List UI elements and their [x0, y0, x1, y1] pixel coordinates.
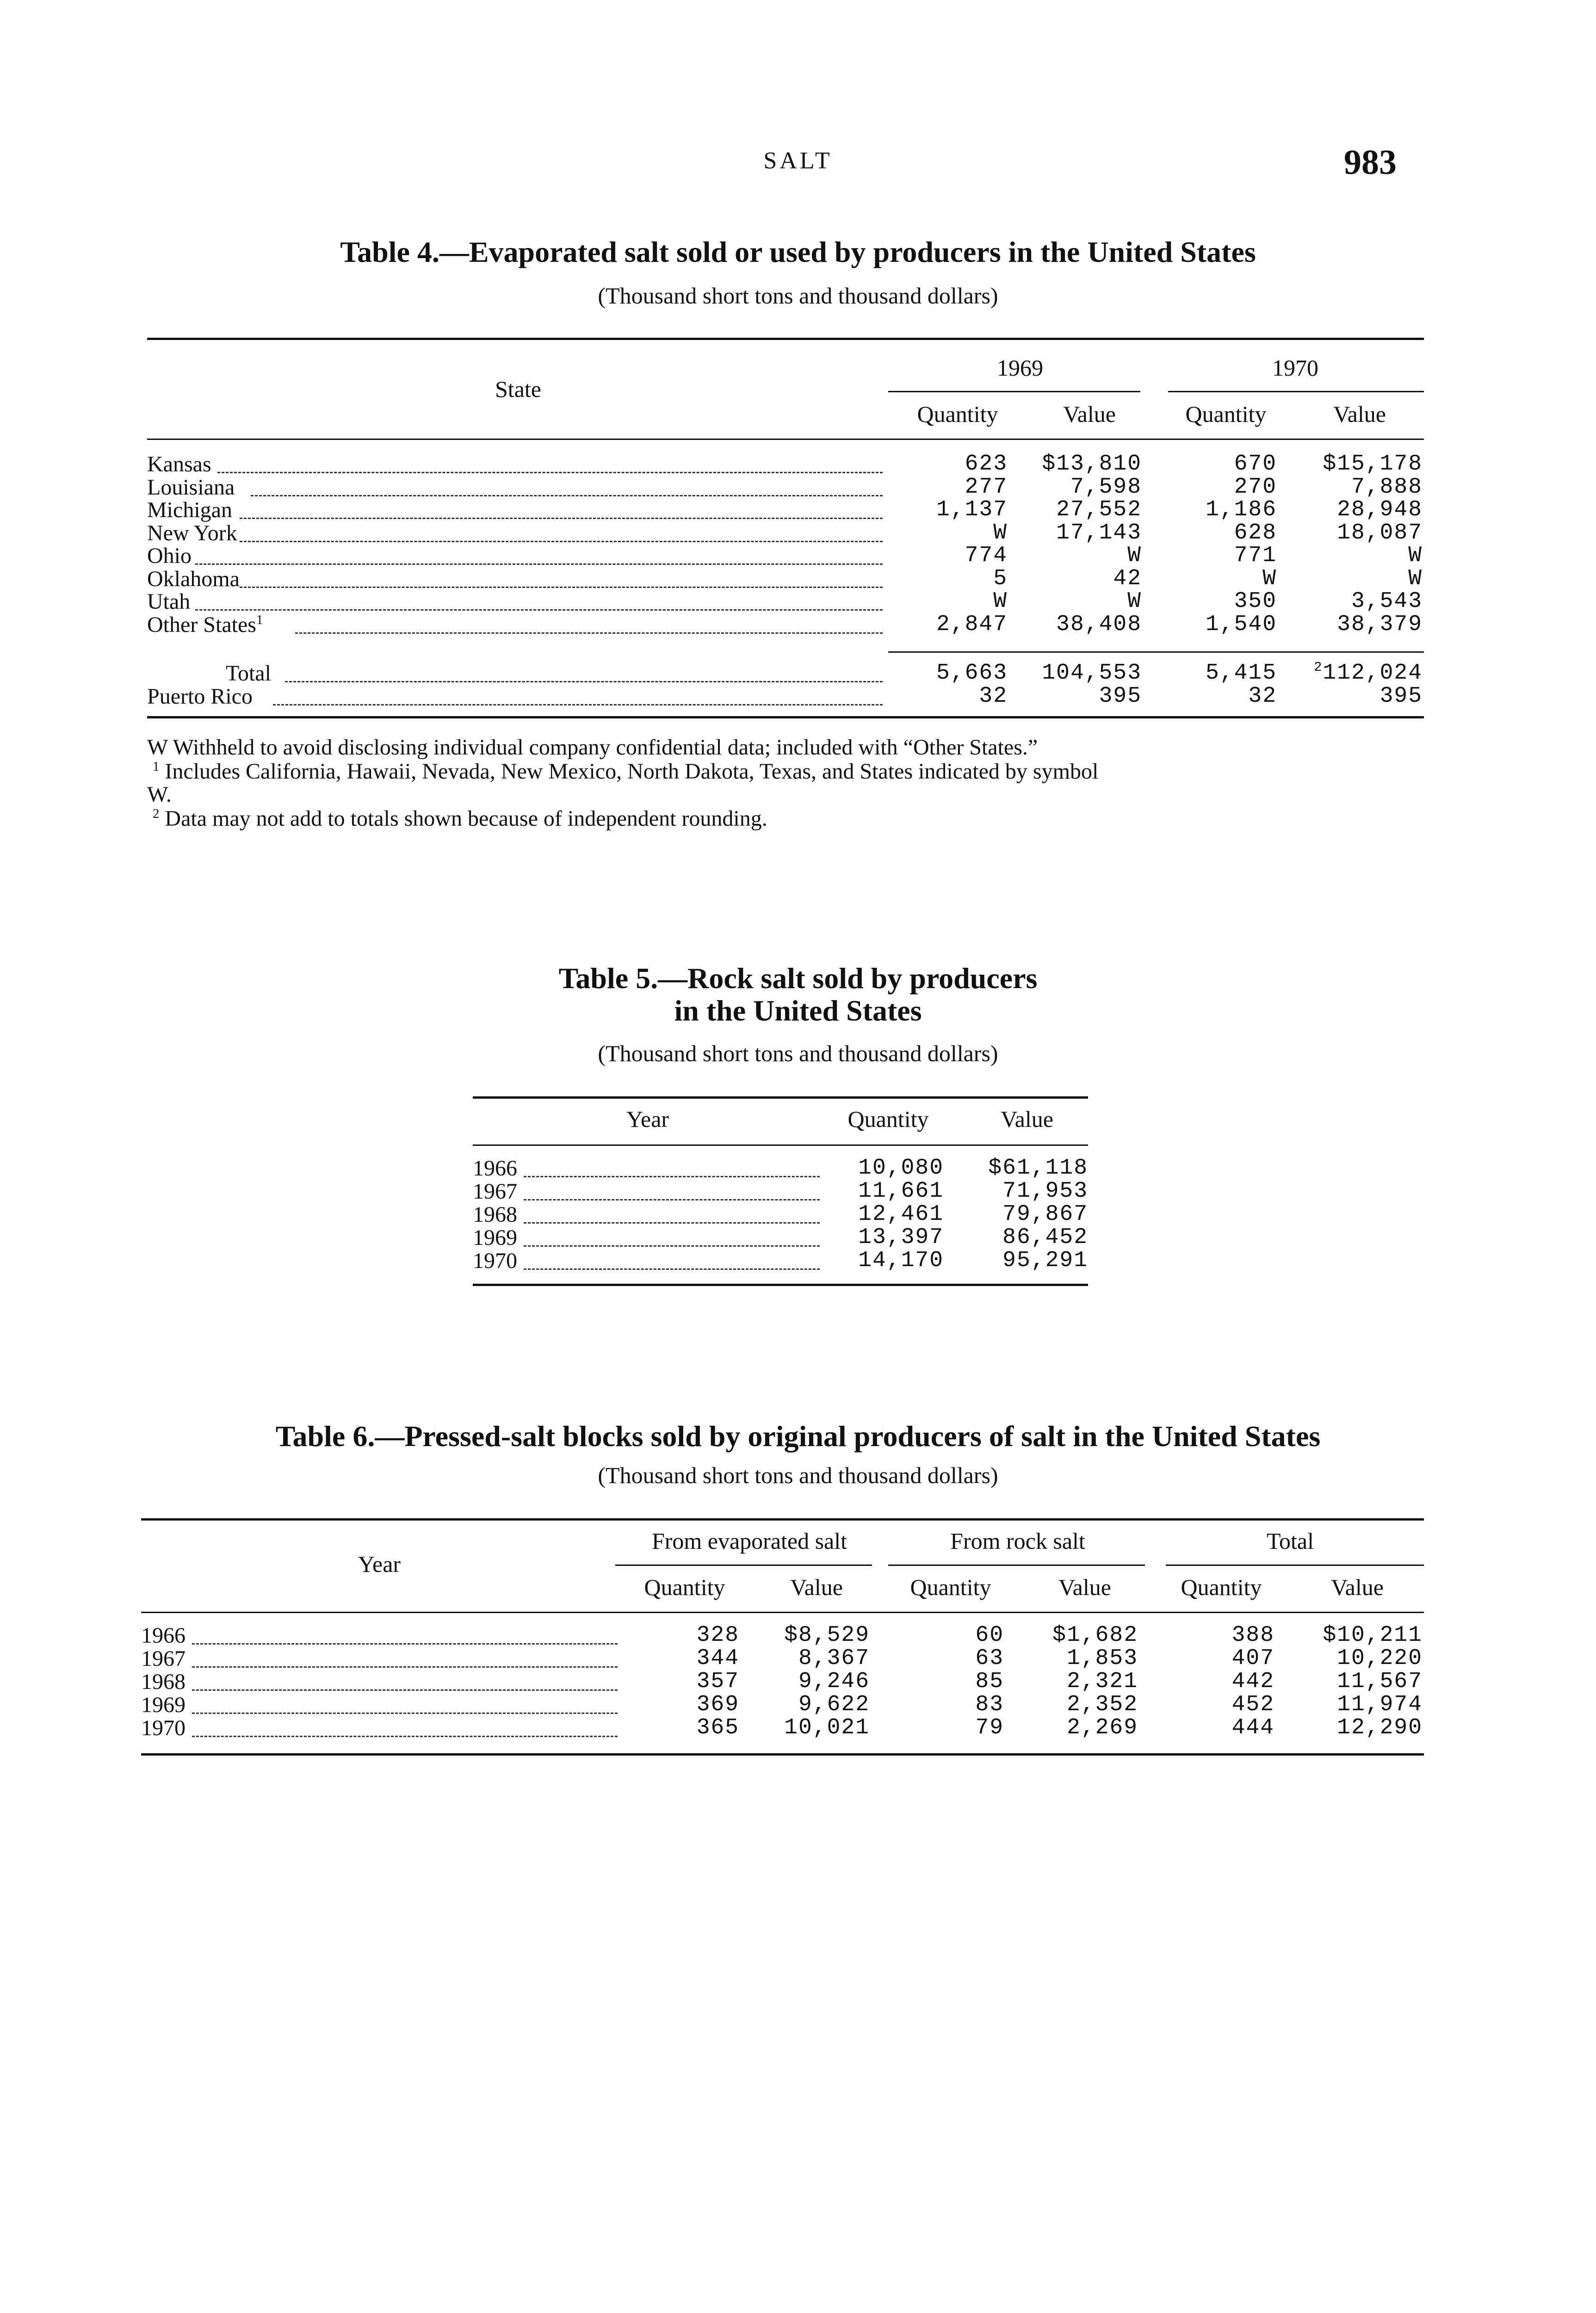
cell-value: 17,143: [1056, 520, 1142, 545]
cell-value: 18,087: [1337, 520, 1423, 545]
table-6-cell-tv: 12,290: [1337, 1715, 1423, 1740]
cell-value: W: [993, 589, 1008, 614]
table-4-1970-rule: [1168, 391, 1424, 392]
table-row-label: [147, 451, 211, 477]
table-6-group-evaporated: From evaporated salt: [651, 1528, 847, 1554]
leader-dots: [192, 1689, 618, 1691]
cell-value: 3,543: [1351, 589, 1423, 614]
table-cell-v70: [1284, 451, 1423, 476]
table-5-bottom-rule: [473, 1284, 1088, 1286]
table-5-cell-value: 86,452: [1002, 1225, 1088, 1250]
table-cell-q70: [1138, 451, 1277, 476]
table-6-group-rock: From rock salt: [950, 1528, 1085, 1554]
table-5-cell-value: $61,118: [988, 1156, 1088, 1181]
table-cell-q70: [1138, 497, 1277, 522]
table-6-cell-rq: 79: [975, 1715, 1004, 1740]
table-6-cell-rq: 63: [975, 1646, 1004, 1671]
table-cell-v70: [1284, 612, 1423, 637]
cell-value: W: [1408, 566, 1423, 591]
table-5-title-line-1: Table 5.—Rock salt sold by producers: [558, 962, 1038, 995]
cell-value: 5: [993, 566, 1008, 591]
table-5-col-year: Year: [626, 1106, 669, 1132]
table-5-cell-quantity: 13,397: [858, 1225, 944, 1250]
table-cell-q70: [1138, 684, 1277, 709]
table-6-row-year: 1968: [141, 1670, 186, 1694]
table-cell-q70: [1138, 543, 1277, 568]
table-5-cell-value: 71,953: [1002, 1179, 1088, 1204]
table-6-cell-tq: 388: [1231, 1623, 1274, 1648]
table-6-cell-rv: 1,853: [1066, 1646, 1138, 1671]
table-6-top-rule: [141, 1518, 1424, 1521]
table-6-cell-ev: 9,622: [798, 1692, 870, 1717]
table-6-cell-tv: 11,567: [1337, 1669, 1423, 1694]
table-cell-v70: [1284, 475, 1423, 500]
table-4-year-1969: 1969: [997, 355, 1043, 381]
table-6-subtitle: (Thousand short tons and thousand dollars): [598, 1462, 998, 1488]
table-5-row-year: 1969: [473, 1225, 517, 1250]
cell-value: $15,178: [1323, 451, 1423, 476]
table-6-cell-eq: 369: [696, 1692, 739, 1717]
table-4-col-quantity-1969: Quantity: [917, 401, 998, 427]
cell-value: 5,663: [936, 661, 1008, 686]
table-row-label: [147, 589, 190, 614]
table-4-footnote-2: [153, 806, 767, 831]
cell-value: 28,948: [1337, 497, 1423, 522]
cell-value: 628: [1234, 520, 1277, 545]
leader-dots: [192, 1713, 618, 1714]
table-4-col-value-1970: Value: [1333, 401, 1386, 427]
table-cell-v69: [1003, 684, 1142, 709]
table-6-col-value-evap: Value: [790, 1574, 843, 1600]
table-cell-q70: [1138, 520, 1277, 545]
table-4-top-rule: [147, 338, 1424, 340]
leader-dots: [217, 472, 883, 473]
table-6-col-value-rock: Value: [1058, 1574, 1111, 1600]
table-6-cell-rv: 2,352: [1066, 1692, 1138, 1717]
table-4-subtitle: (Thousand short tons and thousand dollars): [598, 283, 998, 309]
leader-dots: [285, 681, 883, 682]
cell-value: 112,024: [1323, 661, 1423, 686]
table-6-col-quantity-rock: Quantity: [910, 1574, 991, 1600]
table-6-col-year: Year: [358, 1551, 401, 1577]
leader-dots: [192, 1736, 618, 1737]
cell-value: W: [993, 520, 1008, 545]
table-cell-q70: [1138, 589, 1277, 614]
table-5-col-quantity: Quantity: [847, 1106, 929, 1132]
cell-value: 623: [965, 451, 1008, 476]
cell-value: W: [1262, 566, 1277, 591]
cell-value: 350: [1234, 589, 1277, 614]
table-6-cell-rq: 83: [975, 1692, 1004, 1717]
table-6-row-year: 1969: [141, 1693, 186, 1717]
table-cell-v69: [1003, 451, 1142, 476]
cell-value: $13,810: [1042, 451, 1142, 476]
table-5-top-rule: [473, 1096, 1088, 1099]
table-6-title: Table 6.—Pressed-salt blocks sold by original producers of salt in the United States: [275, 1420, 1321, 1453]
cell-value: 395: [1099, 684, 1142, 709]
cell-value: 32: [1248, 684, 1277, 709]
table-cell-q69: [869, 451, 1008, 476]
table-4-header-rule: [147, 439, 1424, 440]
table-4-1969-rule: [888, 391, 1140, 392]
table-row-label: [147, 520, 237, 546]
row-label-text: Utah: [147, 589, 191, 614]
cell-value: 42: [1113, 566, 1142, 591]
table-cell-q70: [1138, 612, 1277, 637]
leader-dots: [240, 518, 883, 519]
cell-value: W: [1127, 589, 1142, 614]
table-4-col-state: State: [495, 376, 541, 402]
leader-dots: [524, 1245, 820, 1247]
cell-value: 7,598: [1070, 474, 1142, 500]
table-4-col-value-1969: Value: [1063, 401, 1116, 427]
table-cell-v69: [1003, 520, 1142, 545]
table-cell-v69: [1003, 543, 1142, 568]
table-4-col-quantity-1970: Quantity: [1185, 401, 1267, 427]
cell-value: 1,186: [1205, 497, 1277, 522]
table-4-footnote-1: [153, 759, 1098, 784]
cell-value: 32: [979, 684, 1008, 709]
cell-value: W: [1127, 543, 1142, 568]
leader-dots: [195, 563, 883, 565]
table-cell-v70: [1284, 566, 1423, 591]
leader-dots: [240, 587, 883, 588]
row-label-text: Puerto Rico: [147, 684, 253, 709]
table-6-cell-tq: 452: [1231, 1692, 1274, 1717]
table-6-cell-ev: $8,529: [784, 1623, 870, 1648]
running-title: SALT: [763, 148, 833, 174]
cell-value: 7,888: [1351, 474, 1423, 500]
table-6-row-year: 1966: [141, 1623, 186, 1648]
table-cell-v69: [1003, 497, 1142, 522]
table-6-cell-rv: $1,682: [1052, 1623, 1138, 1648]
table-cell-v69: [1003, 612, 1142, 637]
table-6-cell-rv: 2,269: [1066, 1715, 1138, 1740]
table-6-cell-eq: 365: [696, 1715, 739, 1740]
table-6-col-quantity-total: Quantity: [1181, 1574, 1262, 1600]
cell-value: 270: [1234, 474, 1277, 500]
table-cell-v70: [1284, 589, 1423, 614]
table-cell-q69: [869, 543, 1008, 568]
table-cell-q69: [869, 520, 1008, 545]
row-label-text: Other States: [147, 612, 256, 637]
table-row-label: [147, 684, 253, 709]
table-5-row-year: 1968: [473, 1202, 517, 1227]
table-5-row-year: 1966: [473, 1156, 517, 1181]
leader-dots: [240, 541, 883, 542]
table-6-evap-rule: [615, 1565, 872, 1566]
table-6-bottom-rule: [141, 1753, 1424, 1756]
table-6-cell-tq: 407: [1231, 1646, 1274, 1671]
table-cell-q69: [869, 497, 1008, 522]
table-cell-v70: [1284, 497, 1423, 522]
row-label-text: Ohio: [147, 544, 192, 568]
table-6-cell-ev: 10,021: [784, 1715, 870, 1740]
table-cell-v69: [1003, 475, 1142, 500]
leader-dots: [195, 609, 883, 611]
table-cell-v69: [1003, 589, 1142, 614]
footnote-1-mark: 1: [153, 759, 160, 774]
cell-value: W: [1408, 543, 1423, 568]
table-5-cell-value: 95,291: [1002, 1248, 1088, 1273]
leader-dots: [524, 1176, 820, 1177]
table-cell-v70: [1284, 661, 1423, 686]
table-5-row-year: 1970: [473, 1249, 517, 1273]
table-5-header-rule: [473, 1144, 1088, 1146]
cell-value: 38,379: [1337, 612, 1423, 637]
table-4-year-1970: 1970: [1272, 355, 1318, 381]
table-4-title: Table 4.—Evaporated salt sold or used by producers in the United States: [340, 235, 1256, 268]
row-label-text: Louisiana: [147, 475, 235, 500]
table-4-footnote-1-cont: W.: [147, 782, 172, 807]
table-6-row-year: 1970: [141, 1716, 186, 1740]
table-cell-v69: [1003, 566, 1142, 591]
row-label-text: Oklahoma: [147, 566, 240, 591]
footnote-2-text: Data may not add to totals shown because of independent rounding.: [165, 806, 767, 831]
table-row-label-total: [226, 661, 271, 686]
table-row-label: [147, 497, 232, 523]
cell-value: 104,553: [1042, 661, 1142, 686]
table-cell-q70: [1138, 566, 1277, 591]
table-cell-q69: [869, 566, 1008, 591]
leader-dots: [524, 1268, 820, 1270]
page-number: 983: [1344, 143, 1397, 182]
cell-value: 774: [965, 543, 1008, 568]
table-cell-q70: [1138, 661, 1277, 686]
cell-value: 771: [1234, 543, 1277, 568]
table-6-cell-rq: 85: [975, 1669, 1004, 1694]
cell-value: 5,415: [1205, 661, 1277, 686]
leader-dots: [524, 1222, 820, 1224]
table-cell-q69: [869, 612, 1008, 637]
table-6-total-rule: [1166, 1565, 1424, 1566]
table-6-col-quantity-evap: Quantity: [644, 1574, 725, 1600]
table-cell-v70: [1284, 520, 1423, 545]
cell-value: 1,137: [936, 497, 1008, 522]
cell-value: 27,552: [1056, 497, 1142, 522]
table-6-cell-rv: 2,321: [1066, 1669, 1138, 1694]
table-6-cell-tv: 11,974: [1337, 1692, 1423, 1717]
table-6-cell-tv: 10,220: [1337, 1646, 1423, 1671]
table-6-cell-tq: 444: [1231, 1715, 1274, 1740]
table-5-row-year: 1967: [473, 1179, 517, 1204]
table-5-cell-quantity: 12,461: [858, 1202, 944, 1227]
cell-footnote-mark: 2: [1314, 660, 1323, 675]
table-cell-v69: [1003, 661, 1142, 686]
table-row-label: [147, 612, 263, 637]
footnote-2-mark: 2: [153, 806, 160, 821]
table-5-cell-quantity: 14,170: [858, 1248, 944, 1273]
table-cell-q69: [869, 475, 1008, 500]
leader-dots: [251, 495, 883, 496]
table-5-cell-value: 79,867: [1002, 1202, 1088, 1227]
table-4-footnote-w: W Withheld to avoid disclosing individual company confidential data; included with “Other States.”: [147, 735, 1038, 760]
cell-value: 670: [1234, 451, 1277, 476]
table-6-cell-rq: 60: [975, 1623, 1004, 1648]
table-6-rock-rule: [888, 1565, 1145, 1566]
table-5-cell-quantity: 10,080: [858, 1156, 944, 1181]
leader-dots: [295, 632, 883, 634]
table-cell-q70: [1138, 475, 1277, 500]
leader-dots: [192, 1666, 618, 1668]
table-6-cell-eq: 328: [696, 1623, 739, 1648]
table-5-col-value: Value: [1001, 1106, 1053, 1132]
table-cell-q69: [869, 684, 1008, 709]
table-6-cell-ev: 9,246: [798, 1669, 870, 1694]
table-row-label: [147, 566, 240, 592]
table-row-label: [147, 543, 192, 569]
table-5-title-line-2: in the United States: [674, 994, 922, 1027]
cell-value: 395: [1379, 684, 1423, 709]
table-5-subtitle: (Thousand short tons and thousand dollars): [598, 1040, 998, 1066]
table-row-label: [147, 475, 235, 500]
table-6-row-year: 1967: [141, 1646, 186, 1671]
cell-value: 277: [965, 474, 1008, 500]
table-cell-q69: [869, 661, 1008, 686]
cell-value: 1,540: [1205, 612, 1277, 637]
row-label-text: Michigan: [147, 498, 232, 522]
row-label-text: Kansas: [147, 452, 211, 476]
leader-dots: [524, 1199, 820, 1200]
table-cell-v70: [1284, 684, 1423, 709]
cell-value: 38,408: [1056, 612, 1142, 637]
row-label-text: New York: [147, 520, 237, 545]
table-4-bottom-rule: [147, 716, 1424, 718]
cell-value: 2,847: [936, 612, 1008, 637]
table-6-cell-eq: 344: [696, 1646, 739, 1671]
row-label-footnote-mark: 1: [256, 612, 263, 627]
footnote-1-text: Includes California, Hawaii, Nevada, New Mexico, North Dakota, Texas, and States indicated by symbol: [165, 759, 1099, 784]
leader-dots: [273, 704, 883, 705]
table-5-cell-quantity: 11,661: [858, 1179, 944, 1204]
table-cell-v70: [1284, 543, 1423, 568]
table-6-cell-eq: 357: [696, 1669, 739, 1694]
table-6-cell-tv: $10,211: [1323, 1623, 1423, 1648]
leader-dots: [192, 1643, 618, 1645]
table-6-header-rule: [141, 1612, 1424, 1613]
table-6-col-value-total: Value: [1331, 1574, 1384, 1600]
table-cell-q69: [869, 589, 1008, 614]
table-6-cell-ev: 8,367: [798, 1646, 870, 1671]
table-4-total-rule: [888, 651, 1424, 653]
table-6-cell-tq: 442: [1231, 1669, 1274, 1694]
row-label-text: Total: [226, 661, 271, 686]
table-6-group-total: Total: [1266, 1528, 1314, 1554]
